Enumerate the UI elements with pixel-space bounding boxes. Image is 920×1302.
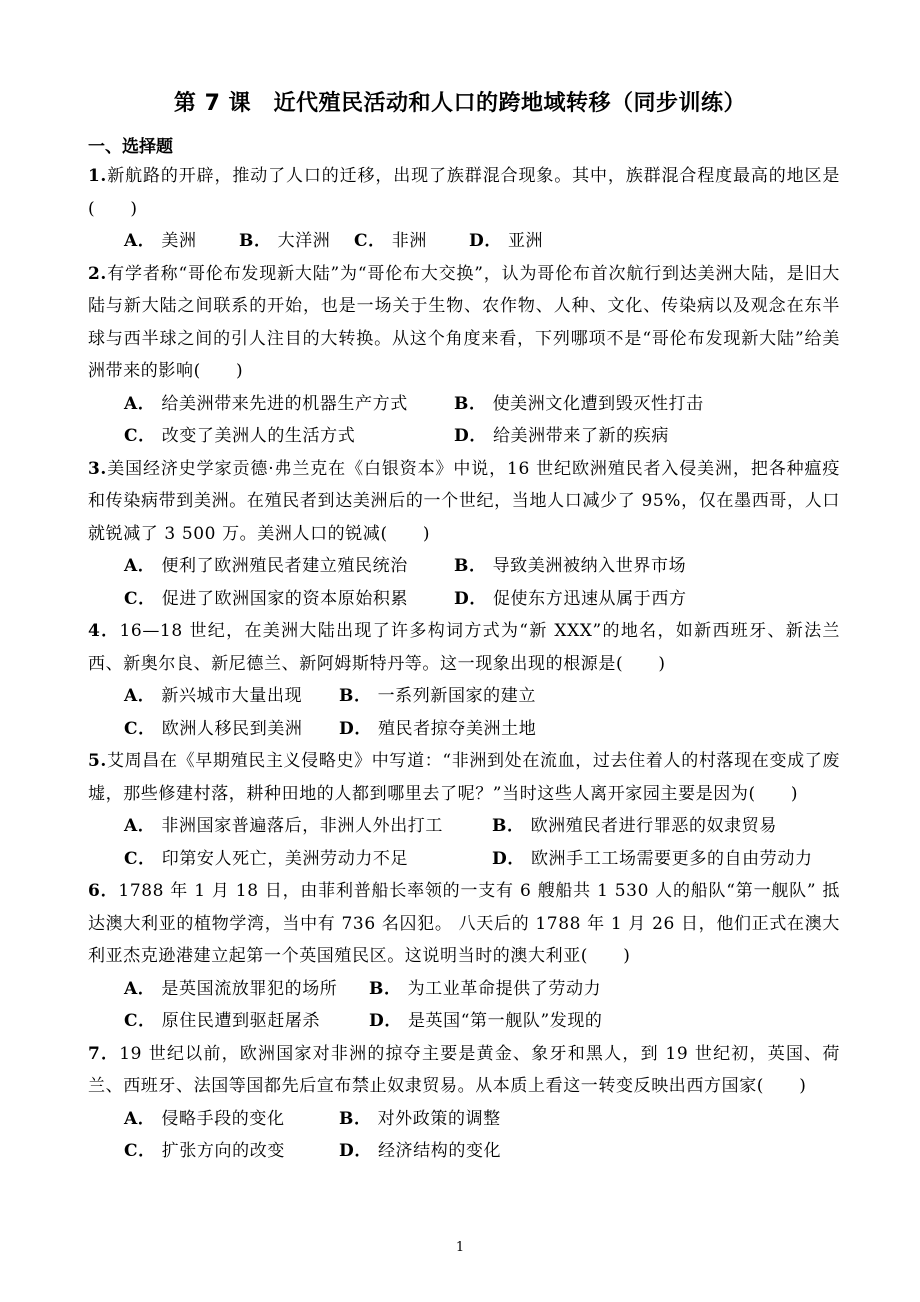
option-label: D． [339,718,372,739]
option-row [88,388,840,421]
option-label: B． [339,686,372,706]
option-d[interactable] [454,420,669,453]
option-label: D． [469,231,502,251]
question-stem [88,258,840,388]
option-label: D． [492,848,525,869]
option-label: D． [454,588,487,609]
option-text: 殖民者掠夺美洲土地 [377,718,537,739]
option-label: C． [124,1141,156,1161]
option-label: D． [339,1141,372,1161]
option-a[interactable] [124,810,492,843]
option-text: 导致美洲被纳入世界市场 [492,556,687,576]
option-label: C． [124,1011,156,1031]
option-text: 给美洲带来了新的疾病 [492,426,669,446]
question-stem [88,453,840,551]
option-text: 新兴城市大量出现 [161,686,303,706]
option-label: C． [124,848,156,869]
option-label: C． [124,588,156,609]
option-label: A． [124,686,156,706]
option-label: C． [124,718,156,739]
option-a[interactable] [124,973,369,1006]
question-number: 1. [88,166,107,186]
option-row [88,973,840,1006]
option-text: 侵略手段的变化 [161,1108,285,1129]
option-b[interactable] [339,680,536,713]
question-stem [88,745,840,810]
option-label: C． [124,426,156,446]
option-text: 原住民遭到驱赶屠杀 [161,1011,321,1031]
option-d[interactable] [454,583,687,616]
option-text: 非洲国家普遍落后，非洲人外出打工 [161,816,443,836]
option-label: B． [492,816,525,836]
option-label: B． [454,393,487,414]
option-text: 欧洲手工工场需要更多的自由劳动力 [530,848,813,869]
option-c[interactable] [124,843,492,876]
option-label: B． [239,231,272,251]
option-a[interactable] [124,225,239,258]
question-6 [88,875,840,1038]
option-text: 促使东方迅速从属于西方 [492,588,687,609]
option-label: C． [354,231,386,251]
question-number: 5. [88,751,107,771]
option-text: 促进了欧洲国家的资本原始积累 [161,588,409,609]
option-label: A． [124,556,156,576]
option-b[interactable] [339,1103,501,1136]
question-stem [88,615,840,680]
option-label: B． [339,1108,372,1129]
option-row [88,420,840,453]
option-row [88,713,840,746]
question-text: 美国经济史学家贡德·弗兰克在《白银资本》中说，16 世纪欧洲殖民者入侵美洲，把各种瘟疫和传染病带到美洲。在殖民者到达美洲后的一个世纪，当地人口减少了 95%，仅在墨西哥，人口就锐减了 3 500 万。美洲人口的锐减( ) [88,458,840,544]
section-heading: 一、选择题 [88,137,173,157]
option-text: 是英国“第一舰队”发现的 [407,1011,603,1031]
option-row [88,1103,840,1136]
question-text: 19 世纪以前，欧洲国家对非洲的掠夺主要是黄金、象牙和黑人，到 19 世纪初，英国、荷兰、西班牙、法国等国都先后宣布禁止奴隶贸易。从本质上看这一转变反映出西方国家( ) [88,1043,840,1096]
option-text: 一系列新国家的建立 [377,686,536,706]
option-label: D． [369,1011,402,1031]
page-title: 第 7 课 近代殖民活动和人口的跨地域转移（同步训练） [173,91,747,116]
question-stem [88,875,840,973]
question-stem [88,1038,840,1103]
option-d[interactable] [339,713,536,746]
option-b[interactable] [454,550,686,583]
option-c[interactable] [124,583,454,616]
option-text: 印第安人死亡，美洲劳动力不足 [161,848,409,869]
option-label: A． [124,816,156,836]
question-7 [88,1038,840,1168]
question-number: 2. [88,263,107,284]
question-text: 1788 年 1 月 18 日，由菲利普船长率领的一支有 6 艘船共 1 530 人的船队“第一舰队” 抵达澳大利亚的植物学湾，当中有 736 名囚犯。 八天后的 1788 年 1 月 26 日，他们正式在澳大利亚杰克逊港建立起第一个英国殖民区。这说明当时的澳大利亚( ) [88,881,840,966]
option-c[interactable] [124,420,454,453]
option-d[interactable] [492,843,813,876]
option-text: 大洋洲 [277,231,331,251]
question-list [88,160,840,1168]
question-text: 有学者称“哥伦布发现新大陆”为“哥伦布大交换”，认为哥伦布首次航行到达美洲大陆，是旧大陆与新大陆之间联系的开始，也是一场关于生物、农作物、人种、文化、传染病以及观念在东半球与西半球之间的引人注目的大转换。从这个角度来看，下列哪项不是“哥伦布发现新大陆”给美洲带来的影响( ) [88,263,840,381]
option-c[interactable] [124,713,339,746]
option-text: 改变了美洲人的生活方式 [161,426,356,446]
question-5 [88,745,840,875]
option-row [88,583,840,616]
question-3 [88,453,840,616]
question-4 [88,615,840,745]
option-a[interactable] [124,680,339,713]
option-d[interactable] [369,1005,603,1038]
option-label: A． [124,393,156,414]
option-d[interactable] [339,1135,501,1168]
question-stem [88,160,840,225]
page-number: 1 [455,1240,465,1255]
question-number: 3. [88,458,107,479]
option-label: D． [454,426,487,446]
option-row [88,810,840,843]
option-text: 美洲 [161,231,197,251]
question-number: 4． [88,621,120,641]
question-2 [88,258,840,453]
option-label: B． [369,978,402,999]
question-number: 6． [88,881,119,901]
option-b[interactable] [492,810,777,843]
question-number: 7． [88,1043,120,1064]
option-d[interactable] [469,225,543,258]
option-a[interactable] [124,550,454,583]
option-label: A． [124,978,156,999]
option-text: 是英国流放罪犯的场所 [161,978,338,999]
question-text: 新航路的开辟，推动了人口的迁移，出现了族群混合现象。其中，族群混合程度最高的地区是( ) [88,166,840,219]
option-row [88,1135,840,1168]
option-b[interactable] [454,388,704,421]
option-c[interactable] [124,1005,369,1038]
option-label: A． [124,1108,156,1129]
option-a[interactable] [124,1103,339,1136]
option-text: 欧洲殖民者进行罪恶的奴隶贸易 [530,816,777,836]
option-text: 为工业革命提供了劳动力 [407,978,602,999]
option-text: 给美洲带来先进的机器生产方式 [161,393,408,414]
option-row [88,550,840,583]
option-c[interactable] [354,225,469,258]
option-text: 使美洲文化遭到毁灭性打击 [492,393,704,414]
option-b[interactable] [239,225,354,258]
option-text: 亚洲 [507,231,544,251]
question-text: 艾周昌在《早期殖民主义侵略史》中写道：“非洲到处在流血，过去住着人的村落现在变成了废墟，那些修建村落，耕种田地的人都到哪里去了呢？”当时这些人离开家园主要是因为( ) [88,751,840,804]
option-row [88,225,840,258]
option-text: 非洲 [391,231,427,251]
option-text: 扩张方向的改变 [161,1141,285,1161]
option-text: 便利了欧洲殖民者建立殖民统治 [161,556,408,576]
option-a[interactable] [124,388,454,421]
option-text: 欧洲人移民到美洲 [161,718,303,739]
option-row [88,1005,840,1038]
question-1 [88,160,840,258]
option-row [88,843,840,876]
question-text: 16—18 世纪，在美洲大陆出现了许多构词方式为“新 XXX”的地名，如新西班牙、新法兰西、新奥尔良、新尼德兰、新阿姆斯特丹等。这一现象出现的根源是( ) [88,621,840,674]
option-text: 对外政策的调整 [377,1108,501,1129]
option-label: A． [124,231,156,251]
option-label: B． [454,556,487,576]
option-c[interactable] [124,1135,339,1168]
option-row [88,680,840,713]
option-b[interactable] [369,973,601,1006]
option-text: 经济结构的变化 [377,1141,502,1161]
